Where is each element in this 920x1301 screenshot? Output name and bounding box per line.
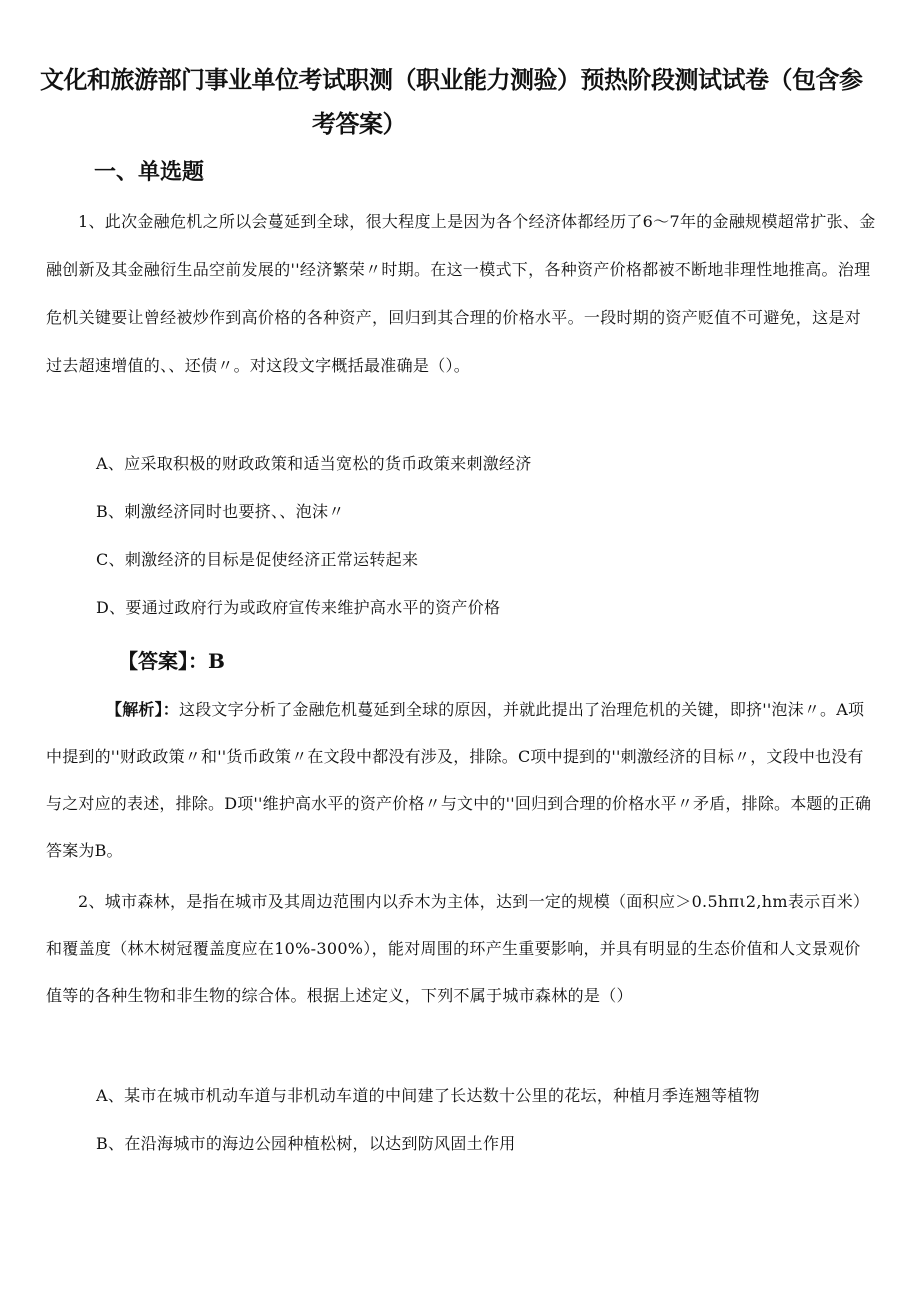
document-title <box>40 58 890 146</box>
analysis-label: 【解析】： <box>106 700 180 719</box>
question-2-option-a: A、某市在城市机动车道与非机动车道的中间建了长达数十公里的花坛，种植月季连翘等植物 <box>96 1086 760 1105</box>
question-2-stem: 2、城市森林，是指在城市及其周边范围内以乔木为主体，达到一定的规模（面积应＞0.5hπι2,hm表示百米）和覆盖度（林木树冠覆盖度应在10%-300%），能对周围的环产生重要影响，并具有明显的生态价值和人文景观价值等的各种生物和非生物的综合体。根据上述定义，下列不属于城市森林的是（） <box>46 892 870 1005</box>
question-2-option-b: B、在沿海城市的海边公园种植松树，以达到防风固土作用 <box>96 1134 516 1153</box>
question-1-stem: 1、此次金融危机之所以会蔓延到全球，很大程度上是因为各个经济体都经历了6～7年的金融规模超常扩张、金融创新及其金融衍生品空前发展的''经济繁荣〃时期。在这一模式下，各种资产价格都被不断地非理性地推高。治理危机关键要让曾经被炒作到高价格的各种资产，回归到其合理的价格水平。一段时期的资产贬值不可避免，这是对过去超速增值的、、还债〃。对这段文字概括最准确是（）。 <box>46 212 876 375</box>
question-1-option-a: A、应采取积极的财政政策和适当宽松的货币政策来刺激经济 <box>96 454 532 473</box>
question-1-answer <box>118 646 225 676</box>
section-heading: 一、单选题 <box>94 160 205 185</box>
answer-label: 【答案】： <box>118 649 208 673</box>
answer-value: B <box>208 649 225 673</box>
analysis-text: 这段文字分析了金融危机蔓延到全球的原因，并就此提出了治理危机的关键，即挤''泡沫〃。A项中提到的''财政政策〃和''货币政策〃在文段中都没有涉及，排除。C项中提到的''刺激经济的目标〃，文段中也没有与之对应的表述，排除。D项''维护高水平的资产价格〃与文中的''回归到合理的价格水平〃矛盾，排除。本题的正确答案为B。 <box>46 700 872 860</box>
document-title-line-1: 文化和旅游部门事业单位考试职测（职业能力测验）预热阶段测试试卷（包含参 <box>40 66 863 94</box>
question-1-option-d: D、要通过政府行为或政府宣传来维护高水平的资产价格 <box>96 598 501 617</box>
document-title-line-2: 考答案） <box>312 110 406 138</box>
question-1-option-b: B、刺激经济同时也要挤、、泡沫〃 <box>96 502 345 521</box>
question-1-analysis <box>46 686 876 874</box>
question-1-option-c: C、刺激经济的目标是促使经济正常运转起来 <box>96 550 419 569</box>
